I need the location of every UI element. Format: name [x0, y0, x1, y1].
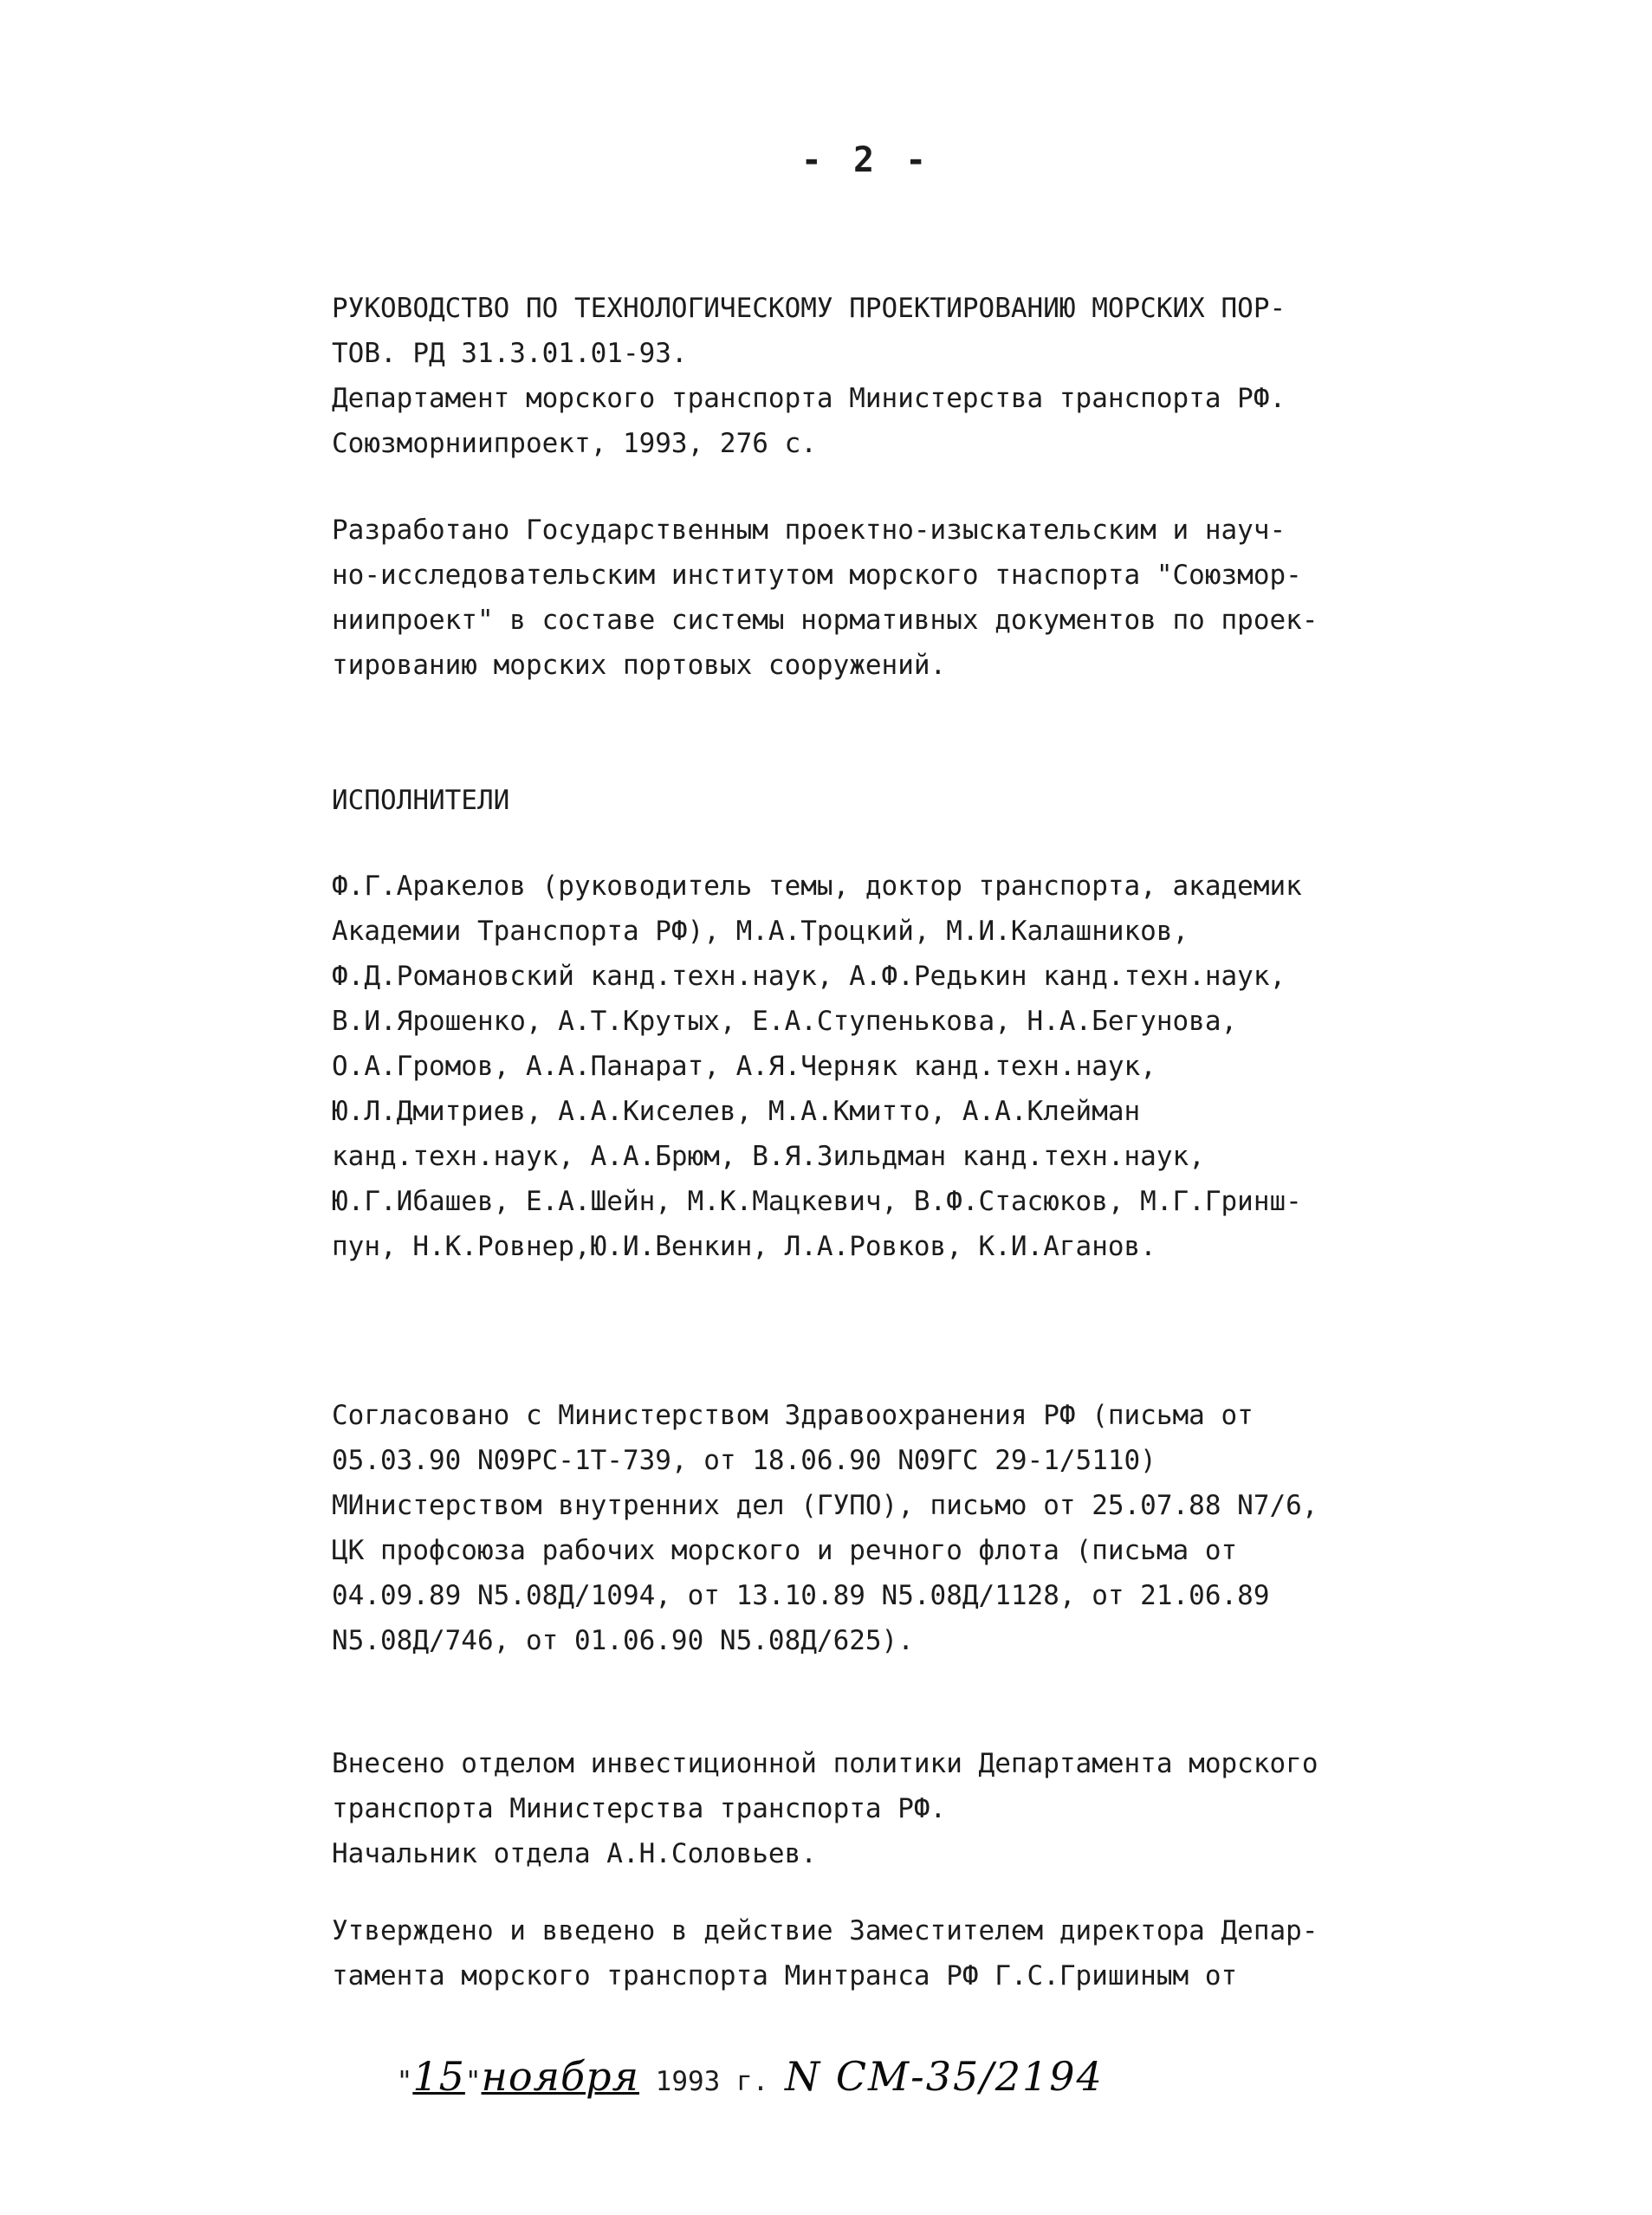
- executors-line: Ф.Г.Аракелов (руководитель темы, доктор транспорта, академик: [332, 871, 1302, 902]
- approved-line: Утверждено и введено в действие Заместителем директора Депар-: [332, 1915, 1318, 1946]
- introduced-line: транспорта Министерства транспорта РФ.: [332, 1793, 947, 1824]
- bibliography-block: [332, 286, 1415, 466]
- agreed-line: 05.03.90 N09РС-1Т-739, от 18.06.90 N09ГС 29-1/5110): [332, 1445, 1156, 1476]
- handwritten-order-number: N СМ-35/2194: [784, 2053, 1104, 2100]
- approved-date-line: [332, 1998, 1415, 2100]
- executors-line: Ю.Л.Дмитриев, А.А.Киселев, М.А.Кмитто, А.А.Клейман: [332, 1096, 1141, 1127]
- developed-line: но-исследовательским институтом морского тнаспорта "Союзмор-: [332, 560, 1302, 591]
- introduced-line: Внесено отделом инвестиционной политики Департамента морского: [332, 1748, 1318, 1779]
- executors-line: В.И.Ярошенко, А.Т.Крутых, Е.А.Ступенькова, Н.А.Бегунова,: [332, 1006, 1238, 1037]
- approved-block: [332, 1908, 1415, 2100]
- bibliography-line: Союзморниипроект, 1993, 276 с.: [332, 428, 817, 459]
- handwritten-day: 15: [412, 2053, 465, 2100]
- executors-line: Академии Транспорта РФ), М.А.Троцкий, М.И.Калашников,: [332, 916, 1189, 947]
- executors-heading-text: ИСПОЛНИТЕЛИ: [332, 785, 510, 816]
- executors-block: [332, 864, 1415, 1269]
- agreed-line: МИнистерством внутренних дел (ГУПО), письмо от 25.07.88 N7/6,: [332, 1490, 1318, 1521]
- developed-line: тированию морских портовых сооружений.: [332, 650, 947, 681]
- agreed-block: [332, 1393, 1415, 1663]
- executors-heading: [332, 778, 1415, 823]
- executors-line: Ф.Д.Романовский канд.техн.наук, А.Ф.Редькин канд.техн.наук,: [332, 961, 1286, 992]
- agreed-line: ЦК профсоюза рабочих морского и речного флота (письма от: [332, 1535, 1238, 1566]
- developed-block: [332, 508, 1415, 688]
- page-number: - 2 -: [800, 140, 932, 180]
- introduced-line: Начальник отдела А.Н.Соловьев.: [332, 1838, 817, 1869]
- introduced-block: [332, 1741, 1415, 1876]
- executors-line: Ю.Г.Ибашев, Е.А.Шейн, М.К.Мацкевич, В.Ф.Стасюков, М.Г.Гринш-: [332, 1186, 1302, 1217]
- date-year: 1993 г.: [655, 2066, 769, 2097]
- date-open-quote: ": [396, 2066, 413, 2097]
- executors-line: О.А.Громов, А.А.Панарат, А.Я.Черняк канд.техн.наук,: [332, 1051, 1156, 1082]
- agreed-line: 04.09.89 N5.08Д/1094, от 13.10.89 N5.08Д/1128, от 21.06.89: [332, 1580, 1270, 1611]
- approved-line: тамента морского транспорта Минтранса РФ Г.С.Гришиным от: [332, 1960, 1238, 1992]
- developed-line: ниипроект" в составе системы нормативных документов по проек-: [332, 605, 1318, 636]
- bibliography-line: Департамент морского транспорта Министерства транспорта РФ.: [332, 383, 1286, 414]
- bibliography-line: РУКОВОДСТВО ПО ТЕХНОЛОГИЧЕСКОМУ ПРОЕКТИРОВАНИЮ МОРСКИХ ПОР-: [332, 293, 1286, 324]
- handwritten-month: ноября: [481, 2053, 639, 2100]
- bibliography-line: ТОВ. РД 31.3.01.01-93.: [332, 338, 688, 369]
- agreed-line: N5.08Д/746, от 01.06.90 N5.08Д/625).: [332, 1625, 914, 1656]
- developed-line: Разработано Государственным проектно-изыскательским и науч-: [332, 515, 1286, 546]
- date-close-quote: ": [464, 2066, 482, 2097]
- executors-line: канд.техн.наук, А.А.Брюм, В.Я.Зильдман канд.техн.наук,: [332, 1141, 1205, 1172]
- agreed-line: Согласовано с Министерством Здравоохранения РФ (письма от: [332, 1400, 1254, 1431]
- executors-line: пун, Н.К.Ровнер,Ю.И.Венкин, Л.А.Ровков, К.И.Аганов.: [332, 1231, 1156, 1262]
